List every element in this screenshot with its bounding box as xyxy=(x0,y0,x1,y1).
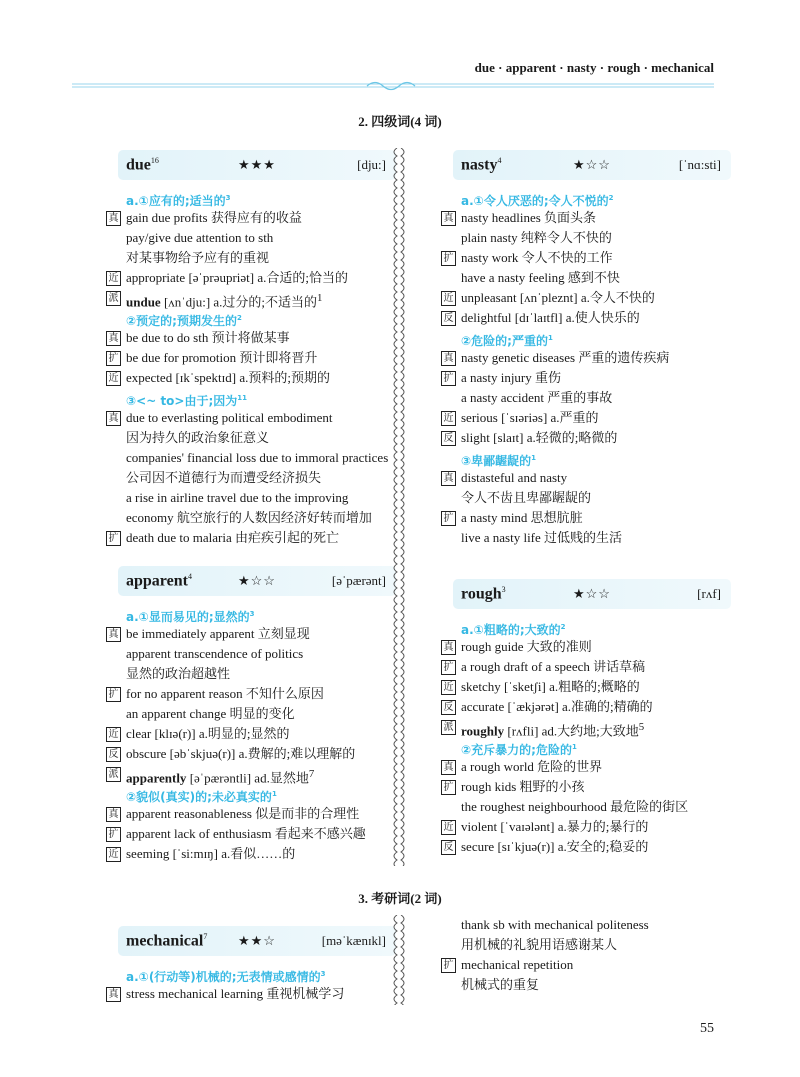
line-text: 显然的政治超越性 xyxy=(126,666,231,681)
example-line xyxy=(441,915,731,935)
example-line xyxy=(441,248,731,268)
pronunciation: [dju:] xyxy=(357,157,386,172)
entry-apparent xyxy=(106,566,396,864)
line-text: 令人不齿且卑鄙龌龊的 xyxy=(461,490,592,505)
sense-frequency: 3 xyxy=(225,194,231,202)
line-text: distasteful and nasty xyxy=(461,470,568,485)
headword xyxy=(126,572,192,590)
headword-card xyxy=(453,150,731,180)
headword-text: mechanical xyxy=(126,932,204,950)
headword-text: apparent xyxy=(126,572,188,590)
column-divider-ornament xyxy=(389,148,413,866)
sense-text: a.①应有的;适当的 xyxy=(126,194,226,208)
entry-mechanical-continued xyxy=(441,915,731,995)
example-line xyxy=(106,664,396,684)
example-line xyxy=(106,488,396,508)
line-frequency: 7 xyxy=(308,768,315,780)
sense-heading xyxy=(441,188,731,208)
label-tag: 扩 xyxy=(106,531,121,546)
label-tag: 真 xyxy=(106,627,121,642)
headword xyxy=(461,156,501,174)
sense-text: ②貌似(真实)的;未必真实的 xyxy=(126,790,272,804)
label-tag: 真 xyxy=(106,807,121,822)
label-tag: 近 xyxy=(441,411,456,426)
line-text: live a nasty life 过低贱的生活 xyxy=(461,530,623,545)
label-tag: 近 xyxy=(441,820,456,835)
running-header: due · apparent · nasty · rough · mechanical xyxy=(474,60,714,75)
difficulty-stars: ★☆☆ xyxy=(573,586,611,601)
pronunciation: [məˈkænɪkl] xyxy=(321,933,386,948)
line-text: nasty genetic diseases 严重的遗传疾病 xyxy=(461,350,670,365)
label-tag: 近 xyxy=(106,371,121,386)
label-tag: 扩 xyxy=(441,958,456,973)
sense-heading xyxy=(106,604,396,624)
label-tag: 扩 xyxy=(441,371,456,386)
line-text: [əˈpærəntli] ad.显然地 xyxy=(186,770,309,786)
line-text: delightful [dɪˈlaɪtfl] a.使人快乐的 xyxy=(461,310,640,325)
label-tag: 扩 xyxy=(441,511,456,526)
derived-word: roughly xyxy=(461,723,505,739)
line-text: secure [sɪˈkjuə(r)] a.安全的;稳妥的 xyxy=(461,839,649,854)
sense-frequency: 2 xyxy=(236,314,242,322)
line-text: mechanical repetition xyxy=(461,957,574,972)
label-tag: 反 xyxy=(441,840,456,855)
example-line xyxy=(106,744,396,764)
example-line xyxy=(106,348,396,368)
section-heading-kaoyan: 3. 考研词(2 词) xyxy=(358,891,442,906)
line-text: appropriate [əˈprəupriət] a.合适的;恰当的 xyxy=(126,270,349,285)
headword xyxy=(126,156,159,174)
line-text: 机械式的重复 xyxy=(461,977,540,992)
line-text: pay/give due attention to sth xyxy=(126,230,274,245)
example-line xyxy=(106,804,396,824)
label-tag: 扩 xyxy=(106,827,121,842)
example-line xyxy=(441,637,731,657)
label-tag: 近 xyxy=(106,271,121,286)
headword-frequency: 4 xyxy=(497,156,502,165)
sense-frequency: 11 xyxy=(237,394,248,402)
section-heading-cet4: 2. 四级词(4 词) xyxy=(358,114,442,129)
sense-frequency: 1 xyxy=(547,334,553,342)
entry-nasty xyxy=(441,150,731,548)
example-line xyxy=(106,844,396,864)
example-line xyxy=(441,697,731,717)
line-text: gain due profits 获得应有的收益 xyxy=(126,210,302,225)
line-text: companies' financial loss due to immoral practices xyxy=(126,450,389,465)
example-line xyxy=(106,724,396,744)
label-tag: 近 xyxy=(106,727,121,742)
line-text: death due to malaria 由疟疾引起的死亡 xyxy=(126,530,340,545)
sense-frequency: 2 xyxy=(608,194,614,202)
label-tag: 扩 xyxy=(106,351,121,366)
label-tag: 真 xyxy=(441,351,456,366)
label-tag: 真 xyxy=(106,331,121,346)
example-line xyxy=(106,704,396,724)
headword-frequency: 16 xyxy=(150,156,159,165)
example-line xyxy=(106,984,396,1004)
line-text: a rise in airline travel due to the improving xyxy=(126,490,349,505)
line-text: 对某事物给予应有的重视 xyxy=(126,250,270,265)
difficulty-stars: ★☆☆ xyxy=(573,157,611,172)
label-tag: 近 xyxy=(441,291,456,306)
difficulty-stars: ★★★ xyxy=(238,157,276,172)
label-tag: 扩 xyxy=(441,780,456,795)
label-tag: 反 xyxy=(441,311,456,326)
line-text: rough kids 粗野的小孩 xyxy=(461,779,585,794)
derived-word: undue xyxy=(126,294,161,310)
sense-heading xyxy=(441,448,731,468)
example-line xyxy=(441,975,731,995)
label-tag: 真 xyxy=(441,640,456,655)
line-text: unpleasant [ʌnˈpleznt] a.令人不快的 xyxy=(461,290,655,305)
sense-text: ③<~ to>由于;因为 xyxy=(126,394,238,408)
example-line xyxy=(106,288,396,308)
headword-frequency: 3 xyxy=(501,585,506,594)
example-line xyxy=(441,955,731,975)
label-tag: 真 xyxy=(106,211,121,226)
example-line xyxy=(441,935,731,955)
sense-text: a.①令人厌恶的;令人不悦的 xyxy=(461,194,609,208)
example-line xyxy=(441,717,731,737)
line-text: be due for promotion 预计即将晋升 xyxy=(126,350,318,365)
entry-mechanical xyxy=(106,926,396,1004)
label-tag: 近 xyxy=(106,847,121,862)
example-line xyxy=(106,328,396,348)
example-line xyxy=(106,764,396,784)
line-text: violent [ˈvaɪələnt] a.暴力的;暴行的 xyxy=(461,819,649,834)
derived-word: apparently xyxy=(126,770,187,786)
sense-heading xyxy=(106,388,396,408)
label-tag: 派 xyxy=(106,291,121,306)
label-tag: 真 xyxy=(106,411,121,426)
sense-text: a.①粗略的;大致的 xyxy=(461,623,561,637)
example-line xyxy=(441,797,731,817)
label-tag: 真 xyxy=(106,987,121,1002)
example-line xyxy=(106,268,396,288)
line-text: nasty headlines 负面头条 xyxy=(461,210,597,225)
sense-frequency: 1 xyxy=(571,743,577,751)
line-text: rough guide 大致的准则 xyxy=(461,639,592,654)
headword xyxy=(126,932,207,950)
sense-text: ③卑鄙龌龊的 xyxy=(461,454,532,468)
sense-heading xyxy=(106,784,396,804)
sense-heading xyxy=(441,328,731,348)
sense-heading xyxy=(106,308,396,328)
example-line xyxy=(441,308,731,328)
headword-card xyxy=(118,150,396,180)
line-text: stress mechanical learning 重视机械学习 xyxy=(126,986,345,1001)
sense-heading xyxy=(106,964,396,984)
example-line xyxy=(441,488,731,508)
sense-text: a.①(行动等)机械的;无表情或感情的 xyxy=(126,970,321,984)
line-text: [rʌfli] ad.大约地;大致地 xyxy=(504,723,639,739)
pronunciation: [ˈnɑ:sti] xyxy=(678,157,721,172)
line-text: an apparent change 明显的变化 xyxy=(126,706,295,721)
headword-text: due xyxy=(126,156,151,174)
example-line xyxy=(106,228,396,248)
line-text: serious [ˈsɪəriəs] a.严重的 xyxy=(461,410,599,425)
example-line xyxy=(441,288,731,308)
example-line xyxy=(106,248,396,268)
line-text: a rough draft of a speech 讲话草稿 xyxy=(461,659,646,674)
example-line xyxy=(106,624,396,644)
label-tag: 派 xyxy=(106,767,121,782)
line-text: economy 航空旅行的人数因经济好转而增加 xyxy=(126,510,372,525)
sense-text: a.①显而易见的;显然的 xyxy=(126,610,250,624)
line-text: sketchy [ˈsketʃi] a.粗略的;概略的 xyxy=(461,679,640,694)
line-text: 用机械的礼貌用语感谢某人 xyxy=(461,937,618,952)
example-line xyxy=(441,428,731,448)
line-text: be due to do sth 预计将做某事 xyxy=(126,330,290,345)
line-text: apparent reasonableness 似是而非的合理性 xyxy=(126,806,360,821)
example-line xyxy=(441,468,731,488)
label-tag: 真 xyxy=(441,760,456,775)
line-text: 因为持久的政治象征意义 xyxy=(126,430,270,445)
line-text: due to everlasting political embodiment xyxy=(126,410,333,425)
headword-card xyxy=(118,926,396,956)
headword-frequency: 4 xyxy=(187,572,192,581)
entry-rough xyxy=(441,579,731,857)
label-tag: 反 xyxy=(106,747,121,762)
example-line xyxy=(441,817,731,837)
example-line xyxy=(441,388,731,408)
pronunciation: [əˈpærənt] xyxy=(331,573,386,588)
example-line xyxy=(441,408,731,428)
line-text: be immediately apparent 立刻显现 xyxy=(126,626,310,641)
sense-frequency: 2 xyxy=(560,623,566,631)
headword-text: nasty xyxy=(461,156,498,174)
label-tag: 扩 xyxy=(441,660,456,675)
example-line xyxy=(106,528,396,548)
label-tag: 真 xyxy=(441,211,456,226)
line-text: accurate [ˈækjərət] a.准确的;精确的 xyxy=(461,699,653,714)
example-line xyxy=(441,348,731,368)
example-line xyxy=(106,368,396,388)
example-line xyxy=(441,228,731,248)
sense-text: ②预定的;预期发生的 xyxy=(126,314,237,328)
header-divider xyxy=(72,79,714,93)
line-frequency: 1 xyxy=(317,292,323,304)
label-tag: 近 xyxy=(441,680,456,695)
label-tag: 反 xyxy=(441,431,456,446)
page-number: 55 xyxy=(700,1021,714,1036)
line-text: [ʌnˈdju:] a.过分的;不适当的 xyxy=(160,294,318,310)
sense-heading xyxy=(441,737,731,757)
line-text: 公司因不道德行为而遭受经济损失 xyxy=(126,470,322,485)
difficulty-stars: ★☆☆ xyxy=(238,573,276,588)
pronunciation: [rʌf] xyxy=(697,586,721,601)
example-line xyxy=(106,468,396,488)
line-text: apparent lack of enthusiasm 看起来不感兴趣 xyxy=(126,826,366,841)
line-text: slight [slaɪt] a.轻微的;略微的 xyxy=(461,430,618,445)
sense-frequency: 3 xyxy=(320,970,326,978)
line-text: for no apparent reason 不知什么原因 xyxy=(126,686,324,701)
line-text: have a nasty feeling 感到不快 xyxy=(461,270,620,285)
label-tag: 反 xyxy=(441,700,456,715)
example-line xyxy=(106,408,396,428)
example-line xyxy=(106,428,396,448)
example-line xyxy=(441,777,731,797)
example-line xyxy=(106,208,396,228)
line-text: nasty work 令人不快的工作 xyxy=(461,250,613,265)
line-text: a nasty injury 重伤 xyxy=(461,370,562,385)
example-line xyxy=(441,508,731,528)
column-divider-ornament xyxy=(389,915,413,1005)
line-text: seeming [ˈsi:mɪŋ] a.看似……的 xyxy=(126,846,296,861)
example-line xyxy=(441,677,731,697)
example-line xyxy=(441,757,731,777)
line-text: obscure [əbˈskjuə(r)] a.费解的;难以理解的 xyxy=(126,746,356,761)
line-text: thank sb with mechanical politeness xyxy=(461,917,649,932)
sense-frequency: 1 xyxy=(531,454,537,462)
sense-frequency: 1 xyxy=(271,790,277,798)
headword-text: rough xyxy=(461,585,502,603)
example-line xyxy=(441,268,731,288)
example-line xyxy=(106,684,396,704)
line-text: a rough world 危险的世界 xyxy=(461,759,603,774)
example-line xyxy=(106,644,396,664)
sense-text: ②充斥暴力的;危险的 xyxy=(461,743,572,757)
sense-heading xyxy=(441,617,731,637)
line-frequency: 5 xyxy=(638,721,645,733)
example-line xyxy=(106,824,396,844)
headword xyxy=(461,585,506,603)
line-text: apparent transcendence of politics xyxy=(126,646,304,661)
line-text: the roughest neighbourhood 最危险的街区 xyxy=(461,799,689,814)
line-text: a nasty accident 严重的事故 xyxy=(461,390,613,405)
example-line xyxy=(441,208,731,228)
line-text: plain nasty 纯粹令人不快的 xyxy=(461,230,612,245)
headword-frequency: 7 xyxy=(203,932,208,941)
sense-text: ②危险的;严重的 xyxy=(461,334,548,348)
example-line xyxy=(106,448,396,468)
line-text: expected [ɪkˈspektɪd] a.预料的;预期的 xyxy=(126,370,330,385)
example-line xyxy=(441,368,731,388)
label-tag: 派 xyxy=(441,720,456,735)
label-tag: 扩 xyxy=(441,251,456,266)
difficulty-stars: ★★☆ xyxy=(238,933,276,948)
example-line xyxy=(441,528,731,548)
line-text: a nasty mind 思想肮脏 xyxy=(461,510,583,525)
example-line xyxy=(441,837,731,857)
example-line xyxy=(106,508,396,528)
headword-card xyxy=(118,566,396,596)
label-tag: 扩 xyxy=(106,687,121,702)
example-line xyxy=(441,657,731,677)
headword-card xyxy=(453,579,731,609)
entry-due xyxy=(106,150,396,548)
sense-heading xyxy=(106,188,396,208)
sense-frequency: 3 xyxy=(249,610,255,618)
line-text: clear [klɪə(r)] a.明显的;显然的 xyxy=(126,726,290,741)
label-tag: 真 xyxy=(441,471,456,486)
